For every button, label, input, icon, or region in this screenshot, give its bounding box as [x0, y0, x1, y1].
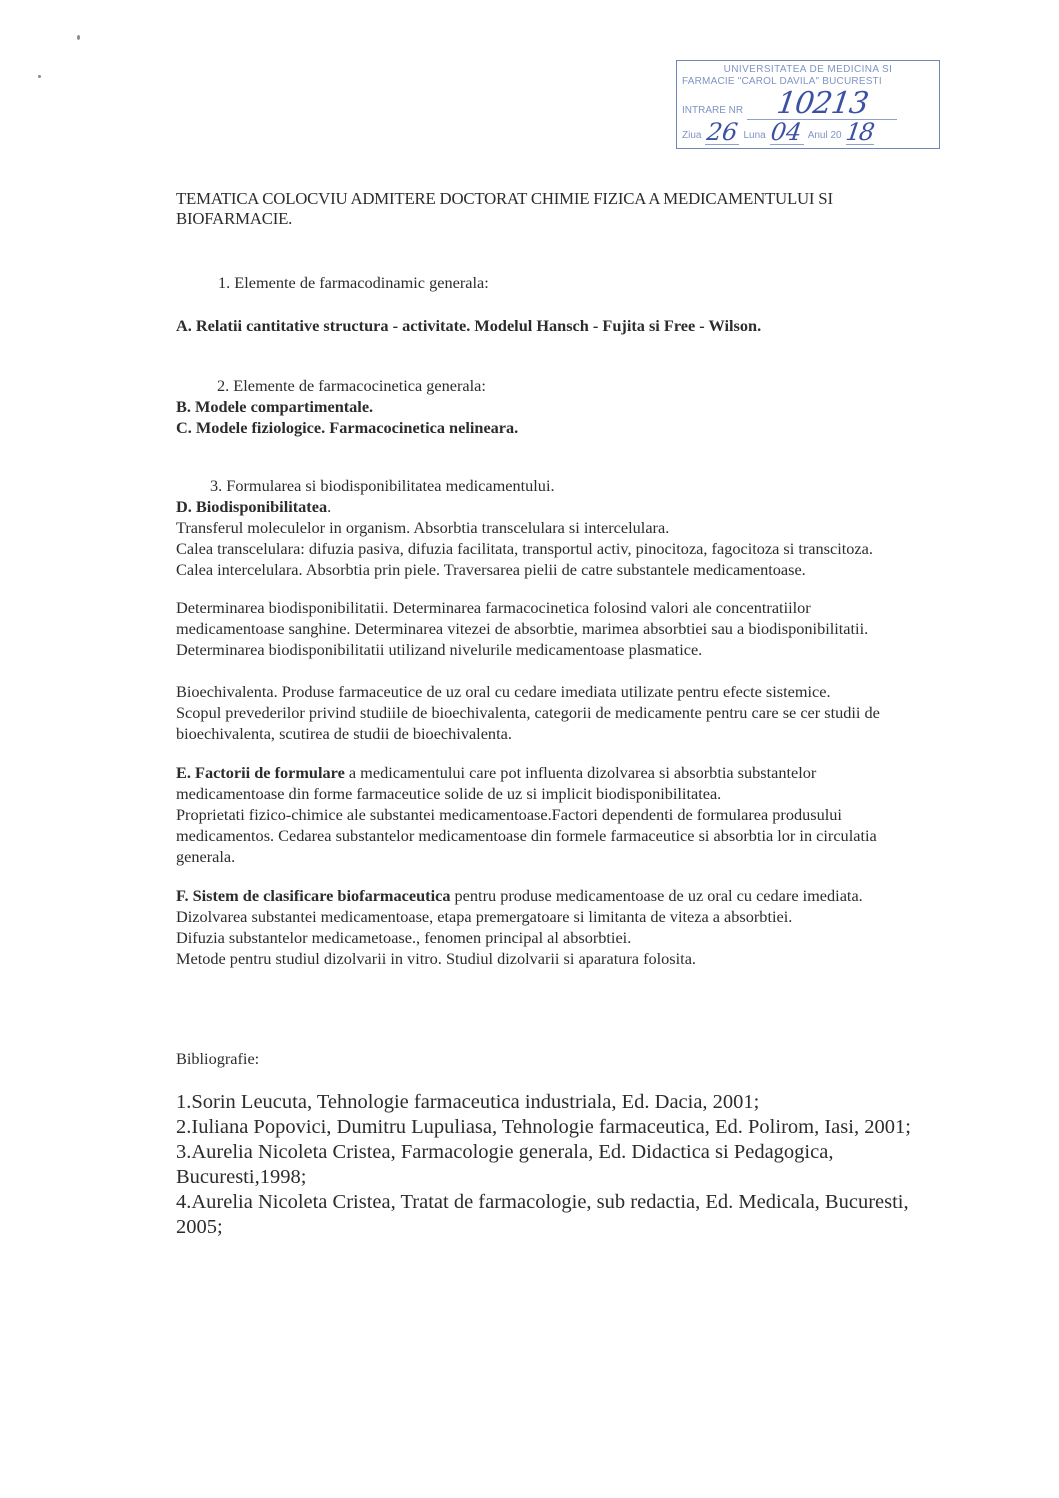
- item-f-title: F. Sistem de clasificare biofarmaceutica: [176, 886, 451, 905]
- item-e-title: E. Factorii de formulare: [176, 763, 345, 782]
- item-a: A. Relatii cantitative structura - activitate. Modelul Hansch - Fujita si Free - Wilson.: [176, 316, 762, 335]
- scan-speck: [77, 35, 80, 40]
- stamp-intrare-label: INTRARE NR: [682, 105, 744, 116]
- stamp-ziua-label: Ziua: [682, 130, 702, 141]
- stamp-anul-label: Anul 20: [807, 130, 842, 141]
- bioechivalenta-line: bioechivalenta, scutirea de studii de bioechivalenta.: [176, 724, 512, 743]
- item-d-period: .: [327, 497, 332, 516]
- bibliography-heading: Bibliografie:: [176, 1049, 260, 1068]
- handwritten-year: 18: [844, 118, 875, 146]
- stamp-number-field: [747, 86, 897, 121]
- e-line: medicamentos. Cedarea substantelor medicamentoase din formele farmaceutice si absorbtia lor in circulatia: [176, 826, 877, 845]
- item-d: [176, 496, 331, 517]
- f-line: Difuzia substantelor medicametoase., fenomen principal al absorbtiei.: [176, 928, 632, 947]
- stamp-month-field: [770, 120, 804, 145]
- determinare-line: medicamentoase sanghine. Determinarea vitezei de absorbtie, marimea absorbtiei sau a biodisponibilitatii.: [176, 619, 869, 638]
- stamp-header-row-1: [682, 64, 934, 76]
- stamp-day-field: [705, 120, 739, 145]
- title-line-1: TEMATICA COLOCVIU ADMITERE DOCTORAT CHIMIE FIZICA A MEDICAMENTULUI SI: [176, 189, 833, 208]
- document-title: [176, 189, 833, 229]
- bibliography-entry: 3.Aurelia Nicoleta Cristea, Farmacologie generala, Ed. Didactica si Pedagogica,: [176, 1141, 834, 1163]
- item-b: B. Modele compartimentale.: [176, 397, 374, 416]
- item-f-text: pentru produse medicamentoase de uz oral cu cedare imediata.: [450, 886, 863, 905]
- item-e: [176, 762, 816, 783]
- stamp-year-field: [846, 120, 874, 145]
- d-line: Transferul moleculelor in organism. Absorbtia transcelulara si intercelulara.: [176, 518, 670, 537]
- scan-speck: [38, 75, 41, 78]
- handwritten-day: 26: [705, 118, 740, 146]
- handwritten-registration-number: 10213: [774, 86, 870, 121]
- e-line: medicamentoase din forme farmaceutice solide de uz si implicit biodisponibilitatea.: [176, 784, 722, 803]
- item-f: [176, 885, 863, 906]
- f-line: Metode pentru studiul dizolvarii in vitro. Studiul dizolvarii si aparatura folosita.: [176, 949, 696, 968]
- bibliography-entry: 4.Aurelia Nicoleta Cristea, Tratat de farmacologie, sub redactia, Ed. Medicala, Bucuresti,: [176, 1191, 909, 1213]
- section-3-heading: 3. Formularea si biodisponibilitatea medicamentului.: [210, 476, 555, 495]
- determinare-line: Determinarea biodisponibilitatii. Determinarea farmacocinetica folosind valori ale concentratiilor: [176, 598, 811, 617]
- determinare-line: Determinarea biodisponibilitatii utilizand nivelurile medicamentoase plasmatice.: [176, 640, 703, 659]
- stamp-line-2: FARMACIE "CAROL DAVILA" BUCURESTI: [682, 76, 882, 87]
- e-line: generala.: [176, 847, 236, 866]
- stamp-number-row: [682, 86, 934, 121]
- stamp-date-row: [682, 120, 934, 145]
- stamp-luna-label: Luna: [743, 130, 766, 141]
- item-d-title: D. Biodisponibilitatea: [176, 497, 328, 516]
- title-line-2: BIOFARMACIE.: [176, 209, 293, 228]
- f-line: Dizolvarea substantei medicamentoase, etapa premergatoare si limitanta de viteza a absorbtiei.: [176, 907, 793, 926]
- registration-stamp: [676, 60, 940, 149]
- d-line: Calea transcelulara: difuzia pasiva, difuzia facilitata, transportul activ, pinocitoza, fagocitoza si transcitoza.: [176, 539, 873, 558]
- d-line: Calea intercelulara. Absorbtia prin piele. Traversarea pielii de catre substantele medicamentoase.: [176, 560, 806, 579]
- bioechivalenta-line: Bioechivalenta. Produse farmaceutice de uz oral cu cedare imediata utilizate pentru efecte sistemice.: [176, 682, 831, 701]
- section-1-heading: 1. Elemente de farmacodinamic generala:: [218, 273, 489, 292]
- item-e-text: a medicamentului care pot influenta dizolvarea si absorbtia substantelor: [344, 763, 817, 782]
- e-line: Proprietati fizico-chimice ale substantei medicamentoase.Factori dependenti de formularea produsului: [176, 805, 842, 824]
- bibliography-entry: 2005;: [176, 1216, 223, 1238]
- stamp-line-1: UNIVERSITATEA DE MEDICINA SI: [723, 64, 893, 75]
- bibliography-entry: 2.Iuliana Popovici, Dumitru Lupuliasa, Tehnologie farmaceutica, Ed. Polirom, Iasi, 2001;: [176, 1116, 911, 1138]
- handwritten-month: 04: [769, 118, 804, 146]
- item-c: C. Modele fiziologice. Farmacocinetica nelineara.: [176, 418, 519, 437]
- bibliography-entry: 1.Sorin Leucuta, Tehnologie farmaceutica industriala, Ed. Dacia, 2001;: [176, 1091, 760, 1113]
- section-2-heading: 2. Elemente de farmacocinetica generala:: [217, 376, 486, 395]
- bioechivalenta-line: Scopul prevederilor privind studiile de bioechivalenta, categorii de medicamente pentru care se cer studii de: [176, 703, 880, 722]
- bibliography-entry: Bucuresti,1998;: [176, 1166, 307, 1188]
